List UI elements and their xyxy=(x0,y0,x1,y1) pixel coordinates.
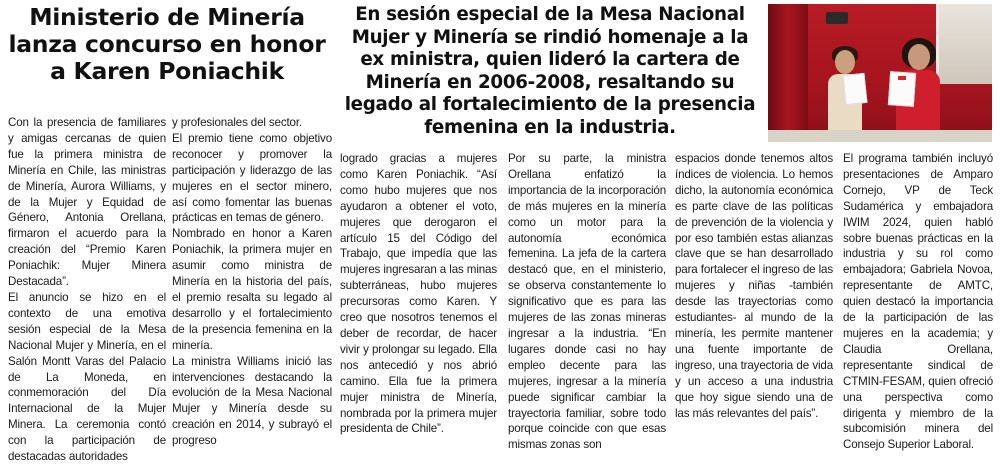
article-column-1 xyxy=(8,115,166,465)
article-column-4 xyxy=(508,151,666,453)
photo-window xyxy=(936,4,992,84)
paragraph: logrado gracias a mujeres como Karen Poniachik. “Así como hubo mujeres que nos ayudaron a obtener el voto, mujeres que derogaron el artículo 15 del Código del Trabajo, que impedía que las mujeres ingresaran a las minas subterráneas, hubo mujeres precursoras como Karen. Y creo que nosotros tenemos el deber de recordar, de hacer vivir y prolongar su legado. Ella nos antecedió y nos abrió camino. Ella fue la primera mujer ministra de Minería, nombrada por la primera mujer presidenta de Chile”. xyxy=(340,152,497,436)
paragraph: y profesionales del sector. xyxy=(172,116,302,129)
article-column-5 xyxy=(675,151,833,421)
paragraph: El anuncio se hizo en el contexto de una emotiva sesión especial de la Mesa Nacional Mujer y Minería, en el Salón Montt Varas del Palacio de La Moneda, en conmemoración del Día Internacional de la Mujer Minera. La ceremonia contó con la participación de destacadas autoridades xyxy=(8,290,166,464)
photo-speaker xyxy=(826,12,848,24)
article-column-3 xyxy=(340,151,497,437)
paragraph: Nombrado en honor a Karen Poniachik, la primera mujer en asumir como ministra de Minería en la historia del país, el premio resalta su legado al desarrollo y el fortalecimiento de la presencia femenina en la minería. xyxy=(172,227,332,352)
paragraph: Por su parte, la ministra Orellana enfatizó la importancia de la incorporación de más mujeres en la minería como un motor para la autonomía económica femenina. La jefa de la cartera destacó que, en el ministerio, se observa constantemente lo significativo que es para las mujeres de las zonas mineras ingresar a la industria. “En lugares donde casi no hay empleo decente para las mujeres, ingresar a la minería puede significar cambiar la trayectoria familiar, sobre todo porque coincide con que esas mismas zonas son xyxy=(508,152,666,452)
paragraph: El premio tiene como objetivo reconocer y promover la participación y liderazgo de las mujeres en el sector minero, así como fomentar las buenas prácticas en temas de género. xyxy=(172,131,332,225)
photo-signed-document-left xyxy=(842,73,867,105)
paragraph: La ministra Williams inició las intervenciones destacando la evolución de la Mesa Nacional Mujer y Minería desde su creación en 2014, y subrayó el progreso xyxy=(172,354,332,448)
article-column-6 xyxy=(843,151,993,453)
paragraph: El programa también incluyó presentaciones de Amparo Cornejo, VP de Teck Sudamérica y embajadora IWIM 2024, quien habló sobre buenas prácticas en la industria y su rol como embajadora; Gabriela Novoa, representante de AMTC, quien destacó la importancia de la participación de las mujeres en la academia; y Claudia Orellana, representante sindical de CTMIN-FESAM, quien ofreció una perspectiva como dirigenta y miembro de la subcomisión minera del Consejo Superior Laboral. xyxy=(843,152,993,452)
article-column-2 xyxy=(172,115,332,449)
photo-table xyxy=(768,130,992,142)
photo-curtain xyxy=(768,4,808,142)
ceremony-photo xyxy=(768,4,992,142)
headline: Ministerio de Minería lanza concurso en honor a Karen Poniachik xyxy=(8,3,326,85)
paragraph: Con la presencia de familiares y amigas cercanas de quien fue la primera ministra de Minería en Chile, las ministras de Minería, Aurora Williams, y de la Mujer y Equidad de Género, Antonia Orellana, firmaron el acuerdo para la creación del “Premio Karen Poniachik: Mujer Minera Destacada”. xyxy=(8,116,166,289)
paragraph: espacios donde tenemos altos índices de violencia. Lo hemos dicho, la autonomía económica es parte clave de las políticas de prevención de la violencia y por eso también estas alianzas clave que se han desarrollado para fortalecer el ingreso de las mujeres y niñas -también desde las trayectorias como estudiantes- al mundo de la minería, les permite mantener una fuente importante de ingreso, una trayectoria de vida y un acceso a una industria que hoy sigue siendo una de las más relevantes del país”. xyxy=(675,152,833,420)
kicker-subheading: En sesión especial de la Mesa Nacional Mujer y Minería se rindió homenaje a la ex ministra, quien lideró la cartera de Minería en 2006-2008, resaltando su legado al fortalecimiento de la presencia femenina en la industria. xyxy=(344,4,756,138)
